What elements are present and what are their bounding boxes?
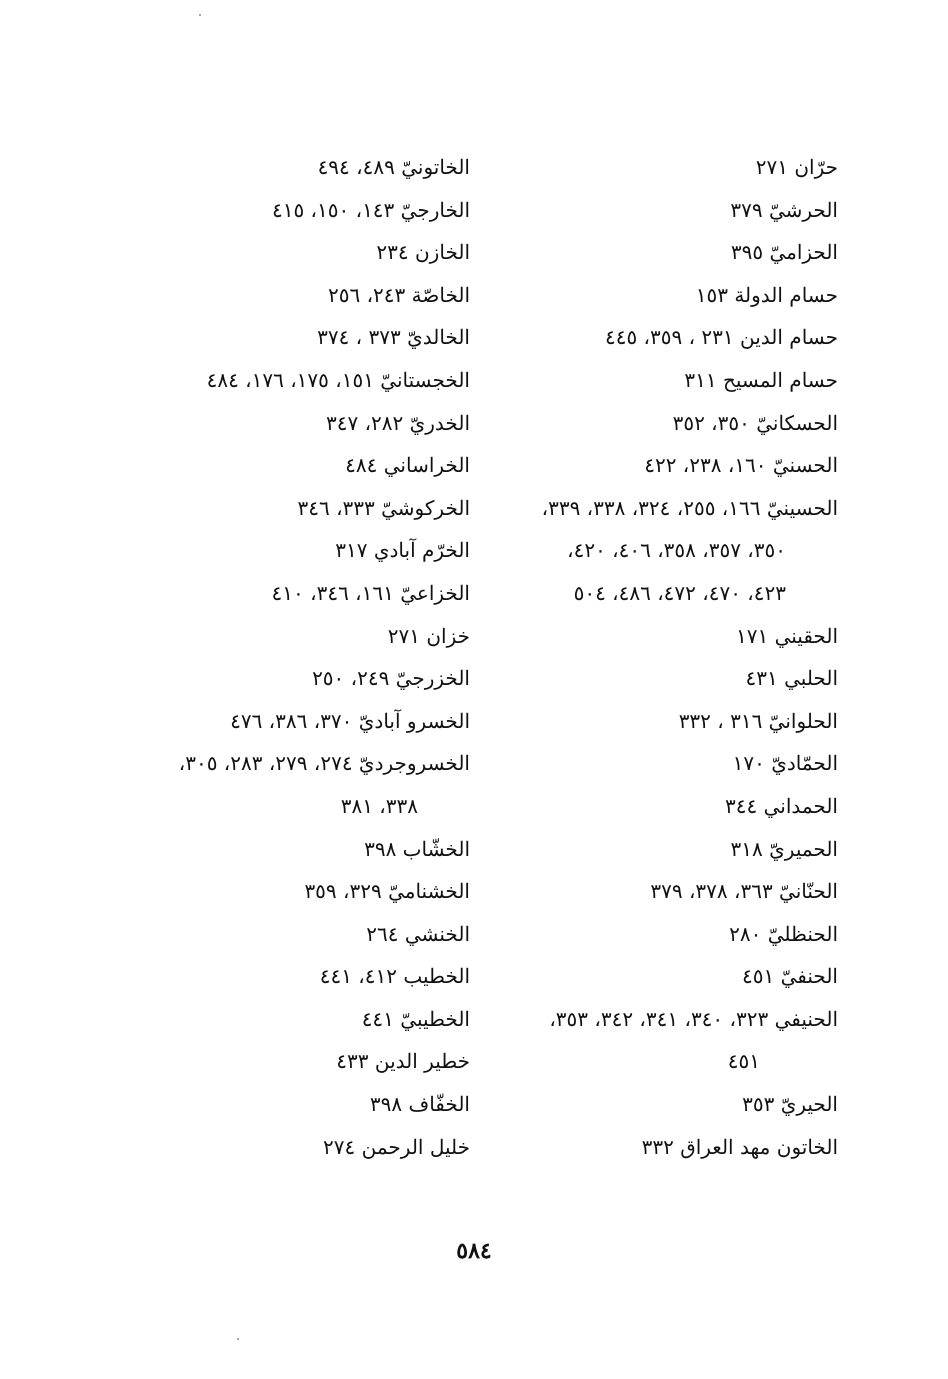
index-entry: الخركوشيّ ٣٣٣، ٣٤٦ bbox=[297, 495, 470, 520]
index-entry: الخرّم آبادي ٣١٧ bbox=[335, 538, 470, 563]
index-entry: الخشّاب ٣٩٨ bbox=[364, 836, 470, 861]
index-entry: الخراساني ٤٨٤ bbox=[345, 453, 470, 478]
index-entry: الحرشيّ ٣٧٩ bbox=[730, 197, 838, 222]
index-entry: خزان ٢٧١ bbox=[387, 623, 470, 648]
index-entry: الخسروجرديّ ٢٧٤، ٢٧٩، ٢٨٣، ٣٠٥، bbox=[178, 751, 470, 776]
index-column-right bbox=[498, 146, 838, 1168]
index-entry: الخازن ٢٣٤ bbox=[376, 240, 470, 265]
index-entry: الخزاعيّ ١٦١، ٣٤٦، ٤١٠ bbox=[271, 580, 470, 605]
index-entry: الخجستانيّ ١٥١، ١٧٥، ١٧٦، ٤٨٤ bbox=[206, 367, 470, 392]
index-entry: الخشناميّ ٣٢٩، ٣٥٩ bbox=[304, 879, 470, 904]
page-number: ٥٨٤ bbox=[456, 1238, 492, 1264]
index-entry: الخاصّة ٢٤٣، ٢٥٦ bbox=[328, 282, 470, 307]
index-entry: الحسينيّ ١٦٦، ٢٥٥، ٣٢٤، ٣٣٨، ٣٣٩، bbox=[541, 495, 838, 520]
index-entry-continuation: ٤٢٣، ٤٧٠، ٤٧٢، ٤٨٦، ٥٠٤ bbox=[573, 580, 786, 605]
index-entry: الحميريّ ٣١٨ bbox=[730, 836, 838, 861]
index-column-left bbox=[150, 146, 470, 1168]
index-entry: الخارجيّ ١٤٣، ١٥٠، ٤١٥ bbox=[271, 197, 470, 222]
index-entry: الحمّاديّ ١٧٠ bbox=[732, 751, 838, 776]
index-entry: الخاتونيّ ٤٨٩، ٤٩٤ bbox=[317, 155, 470, 179]
index-entry: الحمداني ٣٤٤ bbox=[724, 793, 838, 818]
paper-speck bbox=[237, 1338, 239, 1340]
index-entry: خليل الرحمن ٢٧٤ bbox=[323, 1134, 470, 1159]
index-entry: الخطيبيّ ٤٤١ bbox=[361, 1006, 470, 1031]
index-entry: الخفّاف ٣٩٨ bbox=[369, 1092, 470, 1117]
index-entry: حسام الدين ٢٣١ ، ٣٥٩، ٤٤٥ bbox=[604, 325, 838, 350]
index-entry: الخنشي ٢٦٤ bbox=[366, 921, 470, 946]
index-entry: الحسكانيّ ٣٥٠، ٣٥٢ bbox=[672, 410, 838, 435]
index-entry: حسام الدولة ١٥٣ bbox=[695, 282, 838, 307]
index-entry: حرّان ٢٧١ bbox=[755, 155, 838, 179]
index-entry: الحلبي ٤٣١ bbox=[745, 666, 838, 691]
index-entry: خطير الدين ٤٣٣ bbox=[336, 1049, 470, 1074]
index-entry: الحنظليّ ٢٨٠ bbox=[729, 921, 838, 946]
index-entry: الخطيب ٤١٢، ٤٤١ bbox=[319, 964, 470, 989]
index-entry: الخزرجيّ ٢٤٩، ٢٥٠ bbox=[312, 666, 470, 691]
index-entry: الحيريّ ٣٥٣ bbox=[742, 1092, 838, 1117]
index-entry: الحلوانيّ ٣١٦ ، ٣٣٢ bbox=[678, 708, 838, 733]
index-entry: حسام المسيح ٣١١ bbox=[684, 367, 838, 392]
index-entry: الحنيفي ٣٢٣، ٣٤٠، ٣٤١، ٣٤٢، ٣٥٣، bbox=[549, 1006, 838, 1031]
index-entry: الحنفيّ ٤٥١ bbox=[742, 964, 838, 989]
paper-speck bbox=[199, 14, 201, 16]
index-entry: الحقيني ١٧١ bbox=[735, 623, 838, 648]
index-entry: الخسرو آباديّ ٣٧٠، ٣٨٦، ٤٧٦ bbox=[230, 708, 470, 733]
index-entry: الخالديّ ٣٧٣ ، ٣٧٤ bbox=[317, 325, 470, 350]
index-entry-continuation: ٣٥٠، ٣٥٧، ٣٥٨، ٤٠٦، ٤٢٠، bbox=[567, 538, 786, 563]
index-entry: الخاتون مهد العراق ٣٣٢ bbox=[641, 1134, 838, 1159]
index-entry: الحنّانيّ ٣٦٣، ٣٧٨، ٣٧٩ bbox=[650, 879, 838, 904]
index-entry: الخدريّ ٢٨٢، ٣٤٧ bbox=[325, 410, 470, 435]
index-entry: الحسنيّ ١٦٠، ٢٣٨، ٤٢٢ bbox=[644, 453, 838, 478]
index-entry-continuation: ٣٣٨، ٣٨١ bbox=[340, 793, 418, 818]
index-entry-continuation: ٤٥١ bbox=[727, 1049, 760, 1074]
index-entry: الحزاميّ ٣٩٥ bbox=[730, 240, 838, 265]
